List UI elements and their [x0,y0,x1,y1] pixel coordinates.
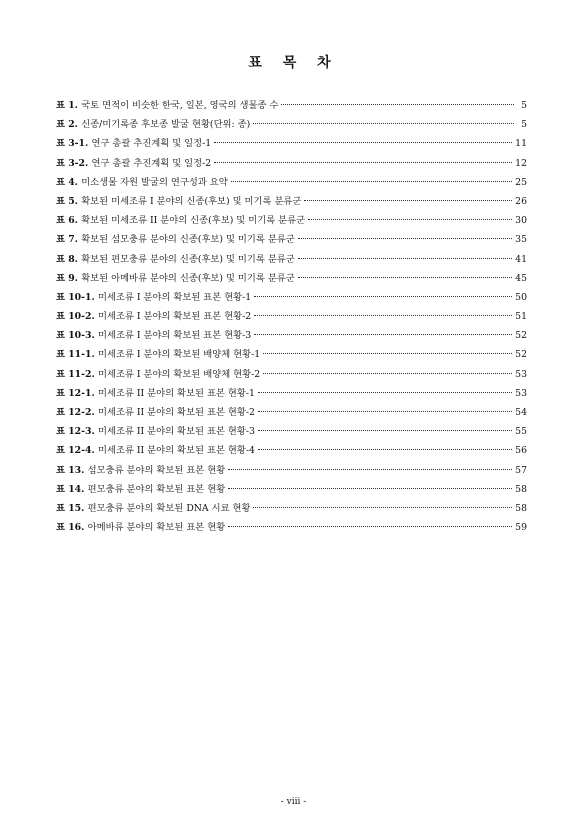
toc-entry[interactable] [56,155,527,174]
toc-entry-number: 표 15. [56,502,85,514]
toc-entry-label [56,231,295,245]
toc-entry-title: 미세조류 I 분야의 확보된 표본 현황-2 [97,311,252,323]
toc-entry-title: 미세조류 I 분야의 확보된 표본 현황-3 [97,330,252,342]
toc-entry-label [56,251,295,265]
dot-leader [228,488,512,489]
dot-leader [298,238,512,239]
toc-entry-label [56,500,250,514]
toc-entry-title: 편모충류 분야의 확보된 DNA 시료 현황 [87,502,251,514]
toc-entry-label [56,174,228,188]
toc-entry-title: 아메바류 분야의 확보된 표본 현황 [87,522,226,534]
dot-leader [258,392,512,393]
toc-entry-page: 11 [515,138,527,150]
dot-leader [298,277,512,278]
dot-leader [214,142,512,143]
dot-leader [228,526,512,527]
toc-entry[interactable] [56,97,527,116]
toc-entry-number: 표 10-2. [56,311,95,323]
dot-leader [258,449,512,450]
toc-entry-label [56,193,301,207]
toc-entry[interactable] [56,193,527,212]
toc-entry[interactable] [56,231,527,250]
toc-entry-number: 표 3-2. [56,157,89,169]
toc-entry[interactable] [56,116,527,135]
toc-entry-number: 표 8. [56,253,78,265]
toc-entry-page: 50 [515,291,527,303]
dot-leader [263,353,512,354]
toc-entry[interactable] [56,500,527,519]
toc-entry[interactable] [56,346,527,365]
dot-leader [254,315,512,316]
toc-entry-title: 미세조류 II 분야의 확보된 표본 현황-1 [97,387,255,399]
dot-leader [258,430,512,431]
table-of-contents [56,97,527,538]
toc-entry-label [56,97,278,111]
toc-entry-number: 표 12-3. [56,426,95,438]
toc-entry-label [56,481,225,495]
toc-entry-page: 58 [515,483,527,495]
toc-entry-number: 표 11-2. [56,368,95,380]
toc-entry-number: 표 16. [56,522,85,534]
toc-entry-page: 45 [515,272,527,284]
toc-entry-page: 26 [515,195,527,207]
toc-entry-title: 연구 총괄 추진계획 및 일정-1 [91,138,212,150]
toc-entry-label [56,519,225,533]
toc-entry-number: 표 10-3. [56,330,95,342]
toc-entry-title: 확보된 미세조류 I 분야의 신종(후보) 및 미기록 분류군 [81,195,302,207]
toc-entry-label [56,116,250,130]
toc-entry-label [56,442,255,456]
toc-entry[interactable] [56,481,527,500]
toc-entry-title: 미세조류 II 분야의 확보된 표본 현황-4 [97,445,255,457]
toc-entry-title: 미소생물 자원 발굴의 연구성과 요약 [81,176,228,188]
dot-leader [253,507,512,508]
toc-entry-number: 표 4. [56,176,78,188]
toc-entry-page: 57 [515,464,527,476]
toc-entry-page: 55 [515,426,527,438]
dot-leader [253,123,514,124]
toc-entry[interactable] [56,423,527,442]
toc-entry-number: 표 13. [56,464,85,476]
toc-entry-number: 표 5. [56,195,78,207]
toc-entry-title: 섬모충류 분야의 확보된 표본 현황 [87,464,226,476]
toc-entry[interactable] [56,385,527,404]
toc-entry-page: 54 [515,407,527,418]
toc-entry-page: 56 [515,445,527,457]
toc-entry-title: 미세조류 I 분야의 확보된 표본 현황-1 [97,291,252,303]
page-title: 표 목 차 [248,55,339,71]
toc-entry-page: 5 [521,100,527,111]
toc-entry-label [56,308,251,322]
toc-entry-title: 확보된 미세조류 II 분야의 신종(후보) 및 미기록 분류군 [81,215,306,227]
toc-entry-page: 53 [515,368,527,380]
dot-leader [263,373,512,374]
toc-entry-page: 12 [515,157,527,169]
toc-entry-title: 확보된 섬모충류 분야의 신종(후보) 및 미기록 분류군 [81,234,295,246]
toc-entry-title: 미세조류 I 분야의 확보된 배양체 현황-1 [97,349,261,361]
toc-entry-page: 59 [515,522,527,534]
toc-entry-label [56,289,251,303]
toc-entry-number: 표 6. [56,215,78,227]
toc-entry-label [56,423,255,437]
toc-entry[interactable] [56,442,527,461]
toc-entry[interactable] [56,251,527,270]
toc-entry-page: 5 [521,119,527,131]
dot-leader [304,200,512,201]
toc-entry-label [56,135,211,149]
toc-entry-label [56,366,260,380]
toc-entry[interactable] [56,289,527,308]
toc-entry[interactable] [56,327,527,346]
page-number-footer: - viii - [280,797,307,807]
toc-entry[interactable] [56,270,527,289]
toc-entry-number: 표 12-2. [56,407,95,418]
toc-entry-number: 표 11-1. [56,349,95,361]
toc-entry[interactable] [56,366,527,385]
toc-entry-page: 35 [515,234,527,246]
dot-leader [228,469,512,470]
toc-entry-title: 미세조류 I 분야의 확보된 배양체 현황-2 [97,368,261,380]
toc-entry-page: 52 [515,330,527,342]
toc-entry-title: 연구 총괄 추진계획 및 일정-2 [91,157,212,169]
toc-entry-page: 51 [515,311,527,323]
dot-leader [258,411,512,412]
dot-leader [254,334,512,335]
toc-entry-page: 58 [515,502,527,514]
toc-entry-number: 표 12-1. [56,387,95,399]
toc-entry-number: 표 3-1. [56,138,89,150]
toc-entry-label [56,385,255,399]
toc-entry[interactable] [56,212,527,231]
toc-entry[interactable] [56,135,527,154]
toc-entry-label [56,155,211,169]
toc-entry[interactable] [56,519,527,538]
toc-entry-number: 표 9. [56,272,78,284]
toc-entry[interactable] [56,404,527,423]
toc-entry-label [56,346,260,360]
toc-entry-title: 미세조류 II 분야의 확보된 표본 현황-2 [97,407,255,418]
toc-entry-page: 30 [515,215,527,227]
dot-leader [298,258,512,259]
toc-entry-page: 41 [515,253,527,265]
toc-entry-page: 53 [515,387,527,399]
dot-leader [308,219,512,220]
dot-leader [214,162,512,163]
toc-entry-title: 확보된 아메바류 분야의 신종(후보) 및 미기록 분류군 [81,272,295,284]
toc-entry-title: 편모충류 분야의 확보된 표본 현황 [87,483,226,495]
toc-entry-number: 표 10-1. [56,291,95,303]
toc-entry[interactable] [56,174,527,193]
dot-leader [231,181,512,182]
dot-leader [281,104,514,105]
toc-entry-number: 표 12-4. [56,445,95,457]
toc-entry-label [56,404,255,418]
dot-leader [254,296,512,297]
toc-entry-page: 52 [515,349,527,361]
toc-entry-number: 표 2. [56,119,78,131]
toc-entry-label [56,327,251,341]
toc-entry-number: 표 1. [56,100,78,111]
toc-entry[interactable] [56,462,527,481]
toc-entry-label [56,270,295,284]
toc-entry-number: 표 14. [56,483,85,495]
toc-entry-label [56,462,225,476]
toc-entry-title: 국토 면적이 비슷한 한국, 일본, 영국의 생물종 수 [81,100,279,111]
toc-entry-title: 미세조류 II 분야의 확보된 표본 현황-3 [97,426,255,438]
toc-entry-label [56,212,305,226]
toc-entry-number: 표 7. [56,234,78,246]
toc-entry-title: 신종/미기록종 후보종 발굴 현황(단위: 종) [81,119,251,131]
toc-entry[interactable] [56,308,527,327]
toc-entry-page: 25 [515,176,527,188]
toc-entry-title: 확보된 편모충류 분야의 신종(후보) 및 미기록 분류군 [81,253,295,265]
